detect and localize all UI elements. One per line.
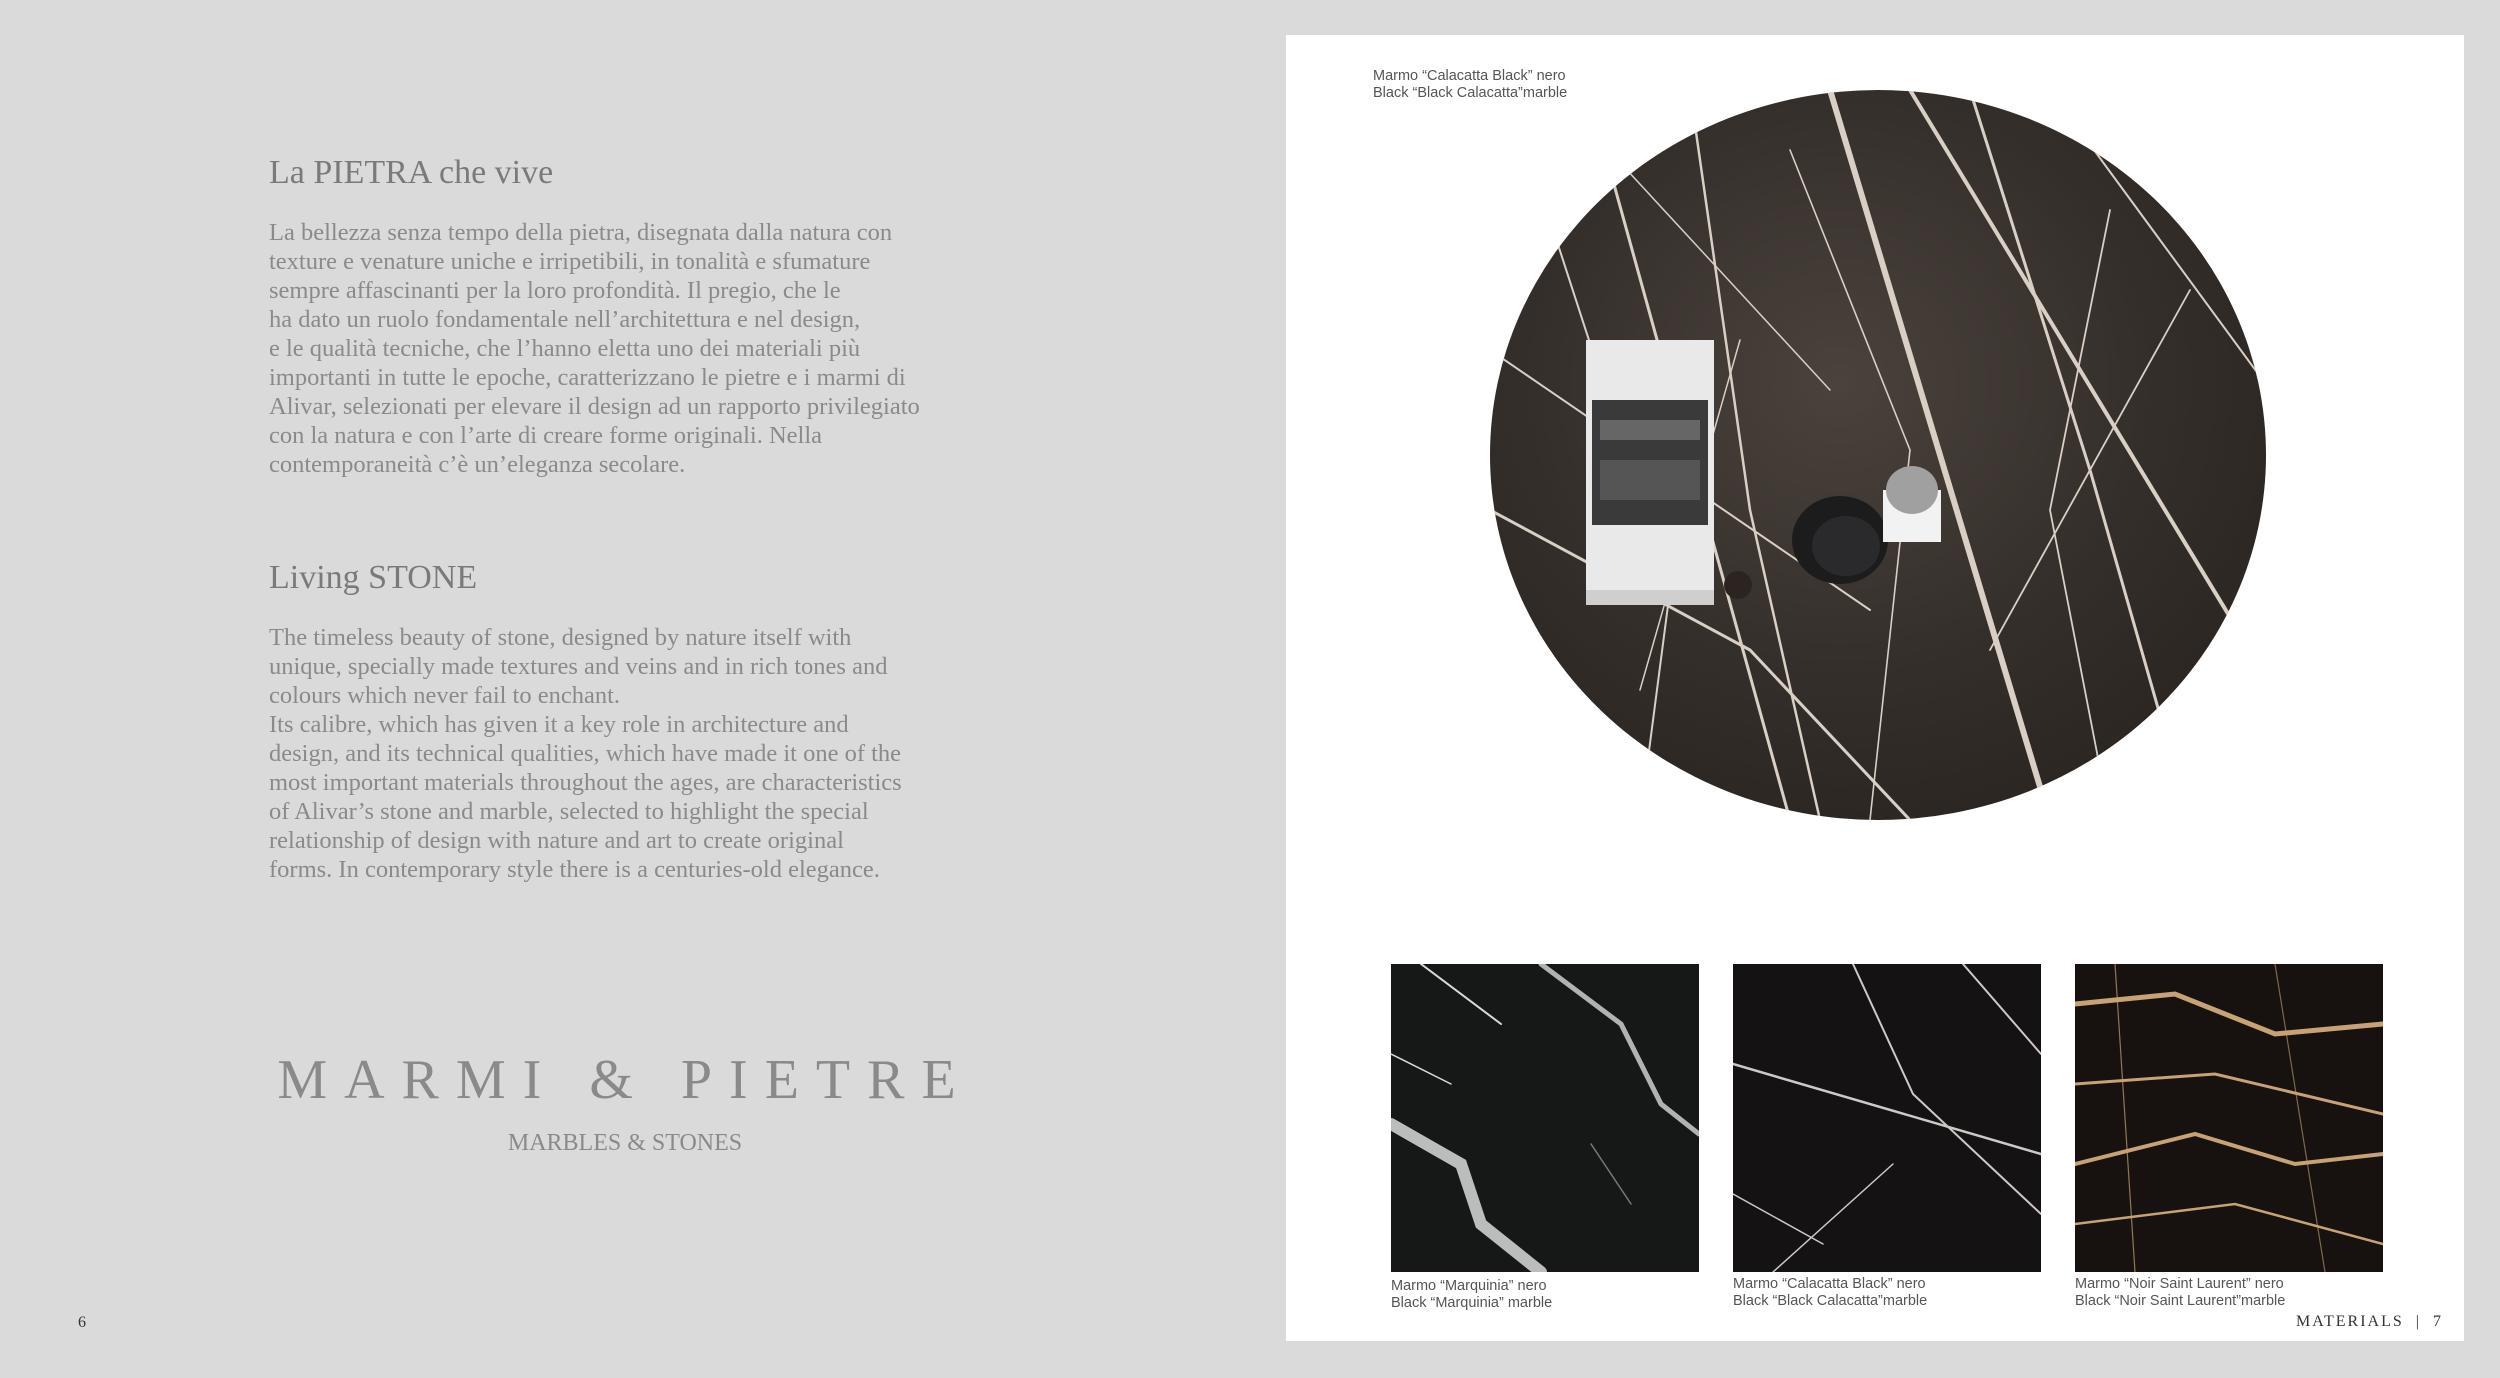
page-footer-right — [2296, 1313, 2443, 1331]
brand-title: MARMI & PIETRE — [277, 1049, 973, 1111]
section-label: MATERIALS — [2296, 1313, 2404, 1330]
swatch-caption-calacatta-black — [1733, 1276, 1927, 1310]
swatch-caption-english: Black “Black Calacatta”marble — [1733, 1293, 1928, 1309]
swatch-marquinia — [1391, 964, 1699, 1272]
page-number-left: 6 — [78, 1314, 86, 1331]
swatch-calacatta-black — [1733, 964, 2041, 1272]
book-object — [1586, 340, 1714, 605]
swatch-caption-noir-saint-laurent — [2075, 1276, 2285, 1310]
english-heading: Living STONE — [269, 559, 478, 596]
swatch-caption-italian: Marmo “Marquinia” nero — [1391, 1278, 1547, 1294]
italian-heading: La PIETRA che vive — [269, 154, 554, 191]
english-body-text: The timeless beauty of stone, designed by nature itself with unique, specially made textures and veins and in rich tones and colours which never fail to enchant. Its calibre, which has given it a key role in architecture and design, and its technical qualities, which have made it one of the most important materials throughout the ages, are characteristics of Alivar’s stone and marble, selected to highlight the special relationship of design with nature and art to create original forms. In contemporary style there is a centuries-old elegance. — [269, 624, 902, 883]
small-object — [1724, 571, 1752, 599]
footer-separator: | — [2415, 1313, 2421, 1330]
marble-table-photo — [1490, 90, 2266, 820]
swatch-caption-english: Black “Marquinia” marble — [1391, 1295, 1553, 1311]
swatch-noir-saint-laurent — [2075, 964, 2383, 1272]
italian-body-text: La bellezza senza tempo della pietra, disegnata dalla natura con texture e venature uniche e irripetibili, in tonalità e sfumature sempre affascinanti per la loro profondità. Il pregio, che le ha dato un ruolo fondamentale nell’architettura e nel design, e le qualità tecniche, che l’hanno eletta uno dei materiali più importanti in tutte le epoche, caratterizzano le pietre e i marmi di Alivar, selezionati per elevare il design ad un rapporto privilegiato con la natura e con l’arte di creare forme originali. Nella contemporaneità c’è un’eleganza secolare. — [269, 219, 920, 478]
swatch-caption-italian: Marmo “Noir Saint Laurent” nero — [2075, 1276, 2284, 1292]
page-number-right: 7 — [2432, 1313, 2443, 1330]
swatch-caption-italian: Marmo “Calacatta Black” nero — [1733, 1276, 1926, 1292]
brand-subtitle: MARBLES & STONES — [507, 1130, 743, 1156]
candle-object — [1886, 466, 1938, 514]
main-caption-english: Black “Black Calacatta”marble — [1373, 85, 1568, 101]
swatch-caption-marquinia — [1391, 1278, 1552, 1312]
swatch-caption-english: Black “Noir Saint Laurent”marble — [2075, 1293, 2286, 1309]
main-caption-italian: Marmo “Calacatta Black” nero — [1373, 68, 1566, 84]
